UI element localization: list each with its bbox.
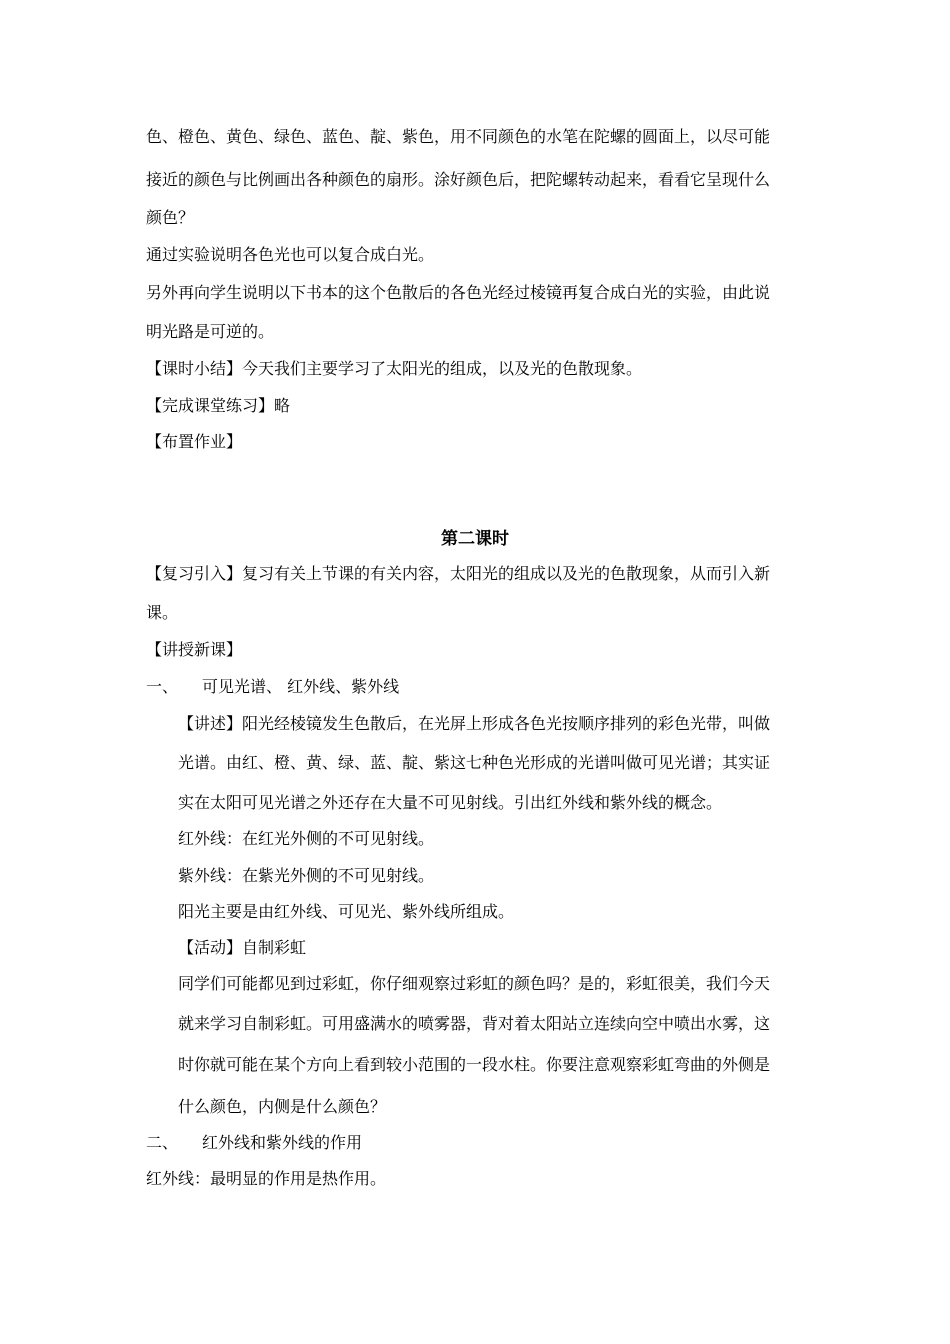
paragraph-line: 就来学习自制彩虹。可用盛满水的喷雾器，背对着太阳站立连续向空中喷出水雾，这 [178, 1014, 771, 1033]
section-title: 红外线和紫外线的作用 [202, 1133, 363, 1152]
new-lesson-heading: 【讲授新课】 [146, 640, 243, 659]
section-number: 一、 [146, 677, 179, 696]
paragraph-line: 红外线：最明显的作用是热作用。 [146, 1169, 387, 1188]
section-2-heading [146, 1133, 362, 1153]
section-heading: 第二课时 [441, 529, 509, 549]
paragraph-line: 接近的颜色与比例画出各种颜色的扇形。涂好颜色后，把陀螺转动起来，看看它呈现什么 [146, 170, 771, 189]
section-number: 二、 [146, 1133, 179, 1152]
review-intro: 【复习引入】复习有关上节课的有关内容，太阳光的组成以及光的色散现象，从而引入新 [146, 564, 771, 583]
paragraph-line: 明光路是可逆的。 [146, 322, 275, 341]
activity-heading: 【活动】自制彩虹 [178, 938, 307, 957]
homework-heading: 【布置作业】 [146, 432, 243, 451]
paragraph-line: 阳光主要是由红外线、可见光、紫外线所组成。 [178, 902, 515, 921]
paragraph-line: 色、橙色、黄色、绿色、蓝色、靛、紫色，用不同颜色的水笔在陀螺的圆面上，以尽可能 [146, 127, 771, 146]
paragraph-line: 什么颜色，内侧是什么颜色？ [178, 1097, 387, 1116]
section-title: 可见光谱、 红外线、紫外线 [202, 677, 400, 696]
paragraph-line: 【讲述】阳光经棱镜发生色散后，在光屏上形成各色光按顺序排列的彩色光带，叫做 [178, 714, 771, 733]
lesson-summary: 【课时小结】今天我们主要学习了太阳光的组成，以及光的色散现象。 [146, 359, 643, 378]
paragraph-line: 紫外线：在紫光外侧的不可见射线。 [178, 866, 435, 885]
paragraph-line: 光谱。由红、橙、黄、绿、蓝、靛、紫这七种色光形成的光谱叫做可见光谱；其实证 [178, 753, 771, 772]
paragraph-line: 同学们可能都见到过彩虹，你仔细观察过彩虹的颜色吗？是的，彩虹很美，我们今天 [178, 974, 771, 993]
section-1-heading [146, 677, 399, 697]
paragraph-line: 实在太阳可见光谱之外还存在大量不可见射线。引出红外线和紫外线的概念。 [178, 793, 723, 812]
paragraph-line: 红外线：在红光外侧的不可见射线。 [178, 829, 435, 848]
paragraph-line: 通过实验说明各色光也可以复合成白光。 [146, 245, 435, 264]
paragraph-line: 另外再向学生说明以下书本的这个色散后的各色光经过棱镜再复合成白光的实验，由此说 [146, 283, 771, 302]
paragraph-line: 颜色？ [146, 208, 195, 227]
paragraph-line: 课。 [146, 603, 179, 622]
class-exercise: 【完成课堂练习】略 [146, 396, 291, 415]
paragraph-line: 时你就可能在某个方向上看到较小范围的一段水柱。你要注意观察彩虹弯曲的外侧是 [178, 1055, 771, 1074]
